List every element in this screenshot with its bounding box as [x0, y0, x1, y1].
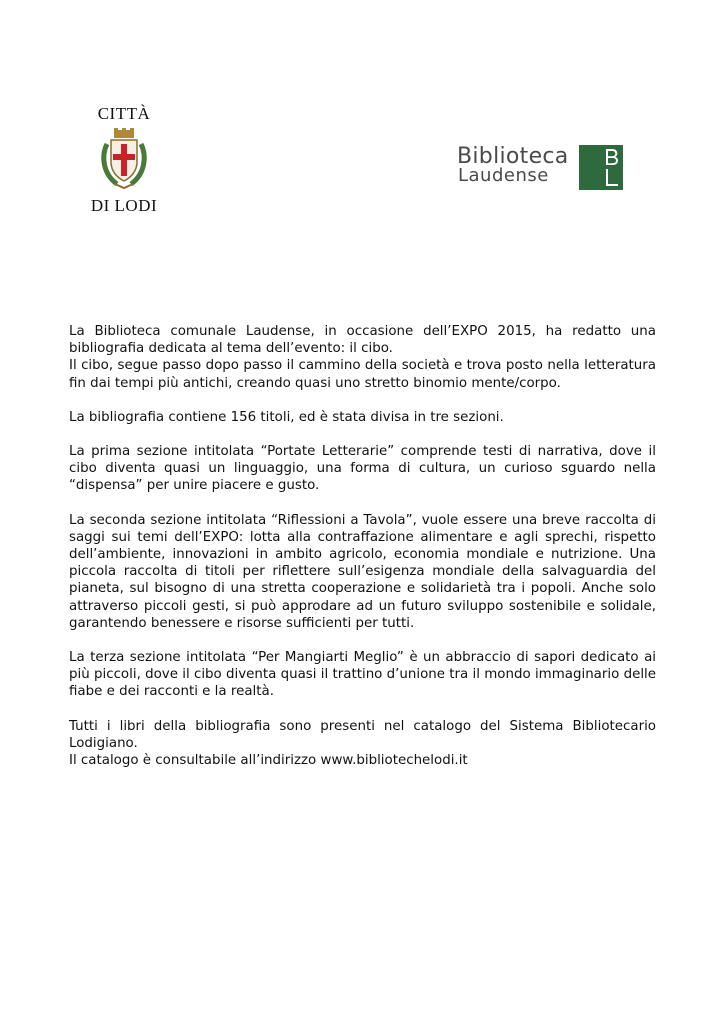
city-logo-line2: DI LODI: [90, 196, 158, 215]
library-logo-word2: Laudense: [458, 165, 549, 186]
paragraph-catalog-url: Il catalogo è consultabile all’indirizzo www.bibliotechelodi.it: [69, 753, 468, 769]
bl-monogram-icon: [579, 145, 623, 190]
bibliography-introduction: [69, 323, 656, 769]
library-logo-word1: Biblioteca: [457, 144, 569, 169]
paragraph-catalog: Tutti i libri della bibliografia sono presenti nel catalogo del Sistema Bibliotecario Lodigiano.: [69, 718, 656, 751]
city-logo-line1: CITTÀ: [97, 104, 151, 123]
paragraph-intro: La Biblioteca comunale Laudense, in occasione dell’EXPO 2015, ha redatto una bibliografia dedicata al tema dell’evento: il cibo.: [69, 324, 656, 357]
lodi-coat-of-arms-icon: [99, 128, 149, 190]
citta-di-lodi-logo: [86, 104, 162, 216]
biblioteca-laudense-logo: [457, 145, 625, 191]
paragraph-section-1: La prima sezione intitolata “Portate Letterarie” comprende testi di narrativa, dove il cibo diventa quasi un linguaggio, una forma di cultura, un curioso sguardo nella “dispensa” per unire piacere e gusto.: [69, 444, 656, 494]
paragraph-section-3: La terza sezione intitolata “Per Mangiarti Meglio” è un abbraccio di sapori dedicato ai più piccoli, dove il cibo diventa quasi il trattino d’unione tra il mondo immaginario delle fiabe e dei racconti e la realtà.: [69, 650, 656, 700]
paragraph-cibo: Il cibo, segue passo dopo passo il cammino della società e trova posto nella letteratura fin dai tempi più antichi, creando quasi uno stretto binomio mente/corpo.: [69, 358, 656, 391]
paragraph-section-2: La seconda sezione intitolata “Riflessioni a Tavola”, vuole essere una breve raccolta di saggi sui temi dell’EXPO: lotta alla contraffazione alimentare e agli sprechi, rispetto dell’ambiente, innovazioni in ambito agricolo, economia mondiale e nutrizione. Una piccola raccolta di titoli per riflettere sull’esigenza mondiale della salvaguardia del pianeta, sul bisogno di una stretta cooperazione e solidarietà tra i popoli. Anche solo attraverso piccoli gesti, si può approdare ad un futuro sviluppo sostenibile e solidale, garantendo benessere e risorse sufficienti per tutti.: [69, 512, 656, 631]
paragraph-count: La bibliografia contiene 156 titoli, ed è stata divisa in tre sezioni.: [69, 409, 504, 425]
